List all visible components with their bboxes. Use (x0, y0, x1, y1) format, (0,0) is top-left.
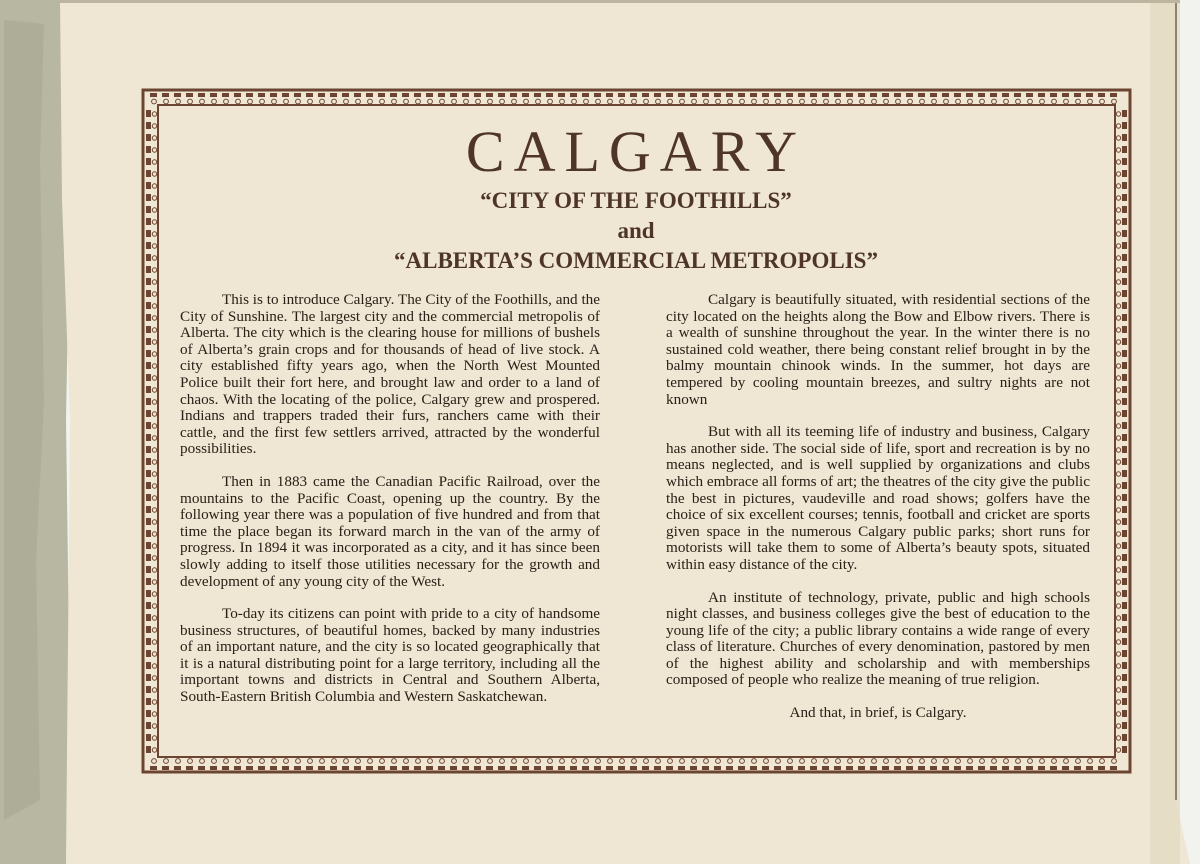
page-content (166, 114, 1106, 754)
page-title: CALGARY (465, 119, 807, 184)
paragraph-social: But with all its teeming life of industry and business, Calgary has another side. The social side of life, sport and recreation is by no means neglected, and is well supplied by organizations and clubs which embrace all forms of art; the theatres of the city give the public the best in pictures, vaudeville and road shows; golfers have the choice of six excellent courses; tennis, football and cricket are sports given space in the numerous Calgary public parks; short runs for motorists will take them to some of Alberta’s beauty spots, situated within easy distance of the city. (666, 423, 1090, 573)
paragraph-today: To-day its citizens can point with pride to a city of handsome business structures, of beautiful homes, backed by many industries of an important nature, and the city is so located geographically that it is a natural distributing point for a large territory, including all the important towns and districts in Central and Southern Alberta, South-Eastern British Columbia and Western Saskatchewan. (180, 605, 600, 706)
subtitle-foothills: “CITY OF THE FOOTHILLS” (480, 188, 792, 213)
paragraph-railroad: Then in 1883 came the Canadian Pacific Railroad, over the mountains to the Pacific Coast, opening up the country. By the following year there was a population of five hundred and from that time the place began its forward march in the van of the army of progress. In 1894 it was incorporated as a city, and it has since been slowly adding to itself those utilities necessary for the growth and development of any young city of the West. (180, 472, 600, 590)
right-text-column (666, 292, 1090, 738)
left-text-column (180, 292, 600, 722)
paragraph-introduction: This is to introduce Calgary. The City of the Foothills, and the City of Sunshine. The largest city and the commercial metropolis of Alberta. The city which is the clearing house for millions of bushels of Alberta’s grain crops and for thousands of head of live stock. A city established fifty years ago, when the North West Mounted Police built their fort here, and brought law and order to a land of chaos. With the locating of the police, Calgary grew and prospered. Indians and trappers traded their furs, ranchers came with their cattle, and the first few settlers arrived, attracted by the wonderful possibilities. (180, 291, 600, 458)
subtitle-metropolis: “ALBERTA’S COMMERCIAL METROPOLIS” (394, 248, 878, 273)
closing-line: And that, in brief, is Calgary. (789, 704, 967, 722)
paragraph-education: An institute of technology, private, public and high schools night classes, and business colleges give the best of education to the young life of the city; a public library contains a wide range of every class of literature. Churches of every denomination, pastored by men of the highest ability and scholarship and with memberships composed of people who realize the meaning of true religion. (666, 588, 1090, 689)
subtitle-conjunction: and (617, 218, 655, 243)
paragraph-climate: Calgary is beautifully situated, with residential sections of the city located on the heights along the Bow and Elbow rivers. There is a wealth of sunshine throughout the year. In the winter there is no sustained cold weather, there being constant relief brought in by the balmy mountain chinook winds. In the summer, hot days are tempered by cooling mountain breezes, and sultry nights are not known (666, 291, 1090, 408)
